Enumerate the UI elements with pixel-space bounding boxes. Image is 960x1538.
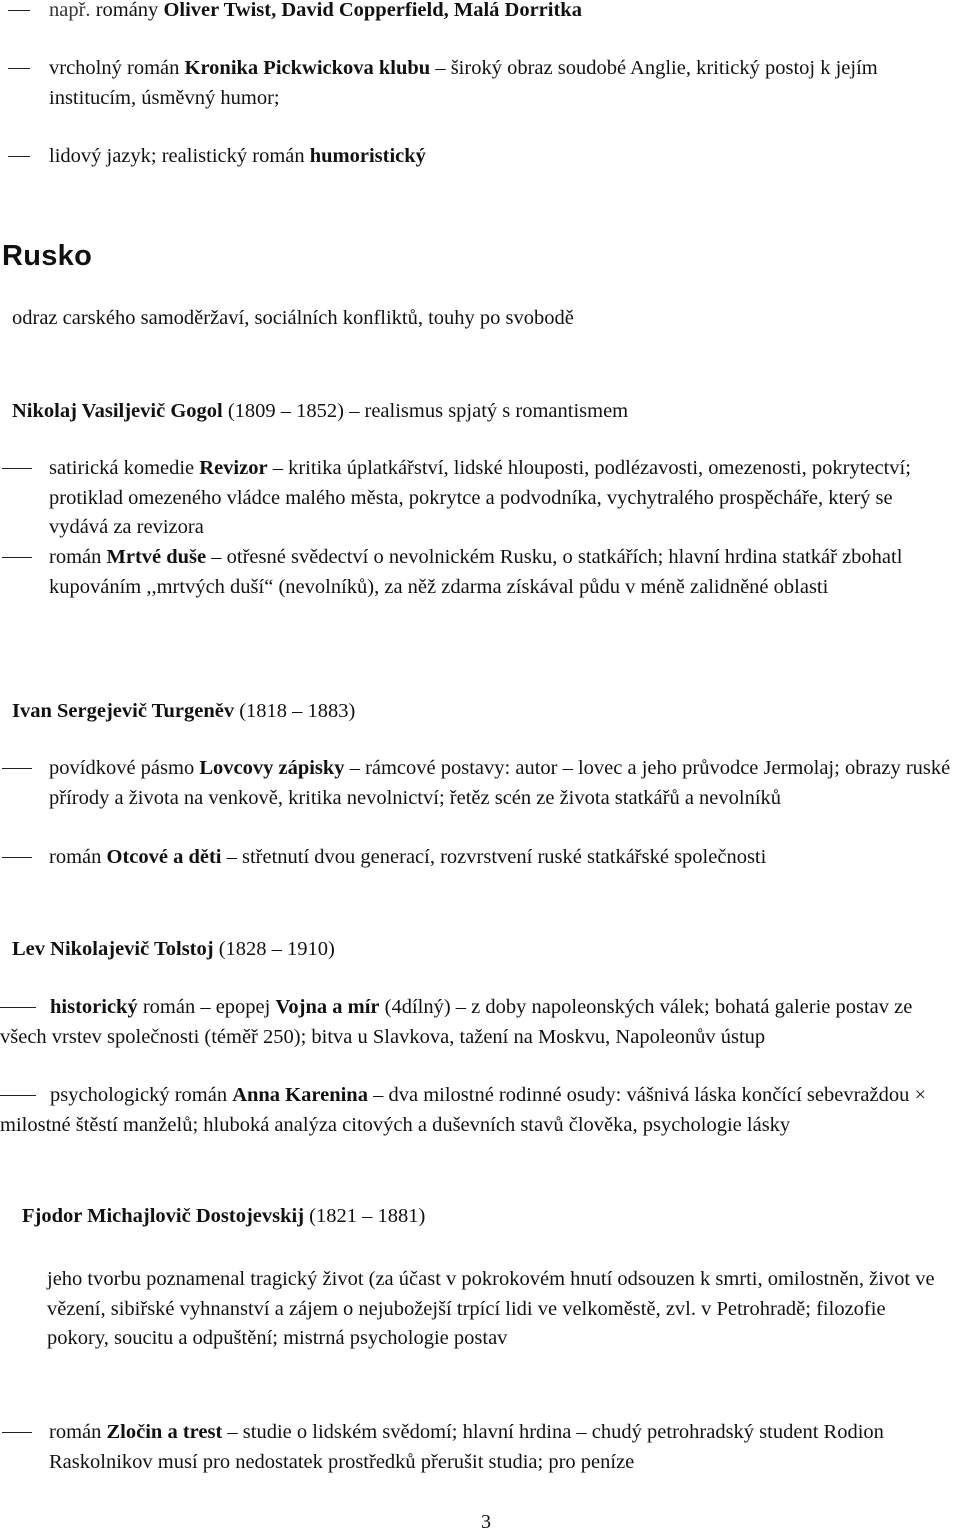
author-heading: Lev Nikolajevič Tolstoj (1828 – 1910): [12, 938, 335, 960]
dash-marker: [8, 10, 30, 11]
dash-marker: [8, 156, 30, 157]
author-heading: Fjodor Michajlovič Dostojevskij (1821 – 1881): [22, 1205, 426, 1227]
page-number: 3: [481, 1511, 491, 1533]
dash-marker: [2, 1432, 32, 1433]
dash-marker: [2, 857, 32, 858]
section-heading: Rusko: [2, 240, 93, 272]
dash-marker: [2, 557, 32, 558]
dash-marker: [0, 1095, 36, 1096]
dash-marker: [2, 768, 32, 769]
section-intro: odraz carského samoděržaví, sociálních konfliktů, touhy po svobodě: [12, 307, 574, 329]
list-item: psychologický román Anna Karenina – dva milostné rodinné osudy: vášnivá láska končící sebevraždou × milostné štěstí manželů; hluboká analýza citových a duševních stavů člověka, psychologie lásky: [0, 1084, 927, 1136]
paragraph: jeho tvorbu poznamenal tragický život (za účast v pokrokovém hnutí odsouzen k smrti, omilostněn, život ve vězení, sibiřské vyhnanství a zájem o nejubožejší trpící lidi ve velkoměstě, zvl. v Petrohradě; filozofie pokory, soucitu a odpuštění; mistrná psychologie postav: [47, 1268, 935, 1349]
list-item: historický román – epopej Vojna a mír (4dílný) – z doby napoleonských válek; bohatá galerie postav ze všech vrstev společnosti (téměř 250); bitva u Slavkova, tažení na Moskvu, Napoleonův ústup: [0, 996, 913, 1048]
dash-marker: [0, 1007, 36, 1008]
author-heading: Ivan Sergejevič Turgeněv (1818 – 1883): [12, 700, 356, 722]
dash-marker: [8, 68, 30, 69]
author-heading: Nikolaj Vasiljevič Gogol (1809 – 1852) – realismus spjatý s romantismem: [12, 400, 629, 422]
dash-marker: [2, 468, 32, 469]
document-page: např. romány Oliver Twist, David Copperfield, Malá Dorritka vrcholný román Kronika Pickwickova klubu – široký obraz soudobé Anglie, kritický postoj k jejím institucím, úsměvný humor; lidový jazyk; realistický román humoristický Rusko odraz carského samoděržaví, sociálních konfliktů, touhy po svobodě Nikolaj Vasiljevič Gogol (1809 – 1852) – realismus spjatý s romantismem satirická komedie Revizor – kritika úplatkářství, lidské hlouposti, podlézavosti, omezenosti, pokrytectví; protiklad omezeného vládce malého města, pokrytce a podvodníka, vychytralého prospěcháře, který se vydává za revizora román Mrtvé duše – otřesné svědectví o nevolnickém Rusku, o statkářích; hlavní hrdina statkář zbohatl kupováním ,,mrtvých duší“ (nevolníků), za něž zdarma získával půdu v méně zalidněné oblasti Ivan Sergejevič Turgeněv (1818 – 1883) povídkové pásmo Lovcovy zápisky – rámcové postavy: autor – lovec a jeho průvodce Jermolaj; obrazy ruské přírody a života na venkově, kritika nevolnictví; řetěz scén ze života statkářů a nevolníků román Otcové a děti – střetnutí dvou generací, rozvrstvení ruské statkářské společnosti Lev Nikolajevič Tolstoj (1828 – 1910) historický román – epopej Vojna a mír (4dílný) – z doby napoleonských válek; bohatá galerie postav ze všech vrstev společnosti (téměř 250); bitva u Slavkova, tažení na Moskvu, Napoleonův ústup psychologický román Anna Karenina – dva milostné rodinné osudy: vášnivá láska končící sebevraždou × milostné štěstí manželů; hluboká analýza citových a duševních stavů člověka, psychologie lásky Fjodor Michajlovič Dostojevskij (1821 – 1881) jeho tvorbu poznamenal tragický život (za účast v pokrokovém hnutí odsouzen k smrti, omilostněn, život ve vězení, sibiřské vyhnanství a zájem o nejubožejší trpící lidi ve velkoměstě, zvl. v Petrohradě; filozofie pokory, soucitu a odpuštění; mistrná psychologie postav román Zločin a trest – studie o lidském svědomí; hlavní hrdina – chudý petrohradský student Rodion Raskolnikov musí pro nedostatek prostředků přerušit studia; pro peníze 3: [0, 0, 960, 1531]
